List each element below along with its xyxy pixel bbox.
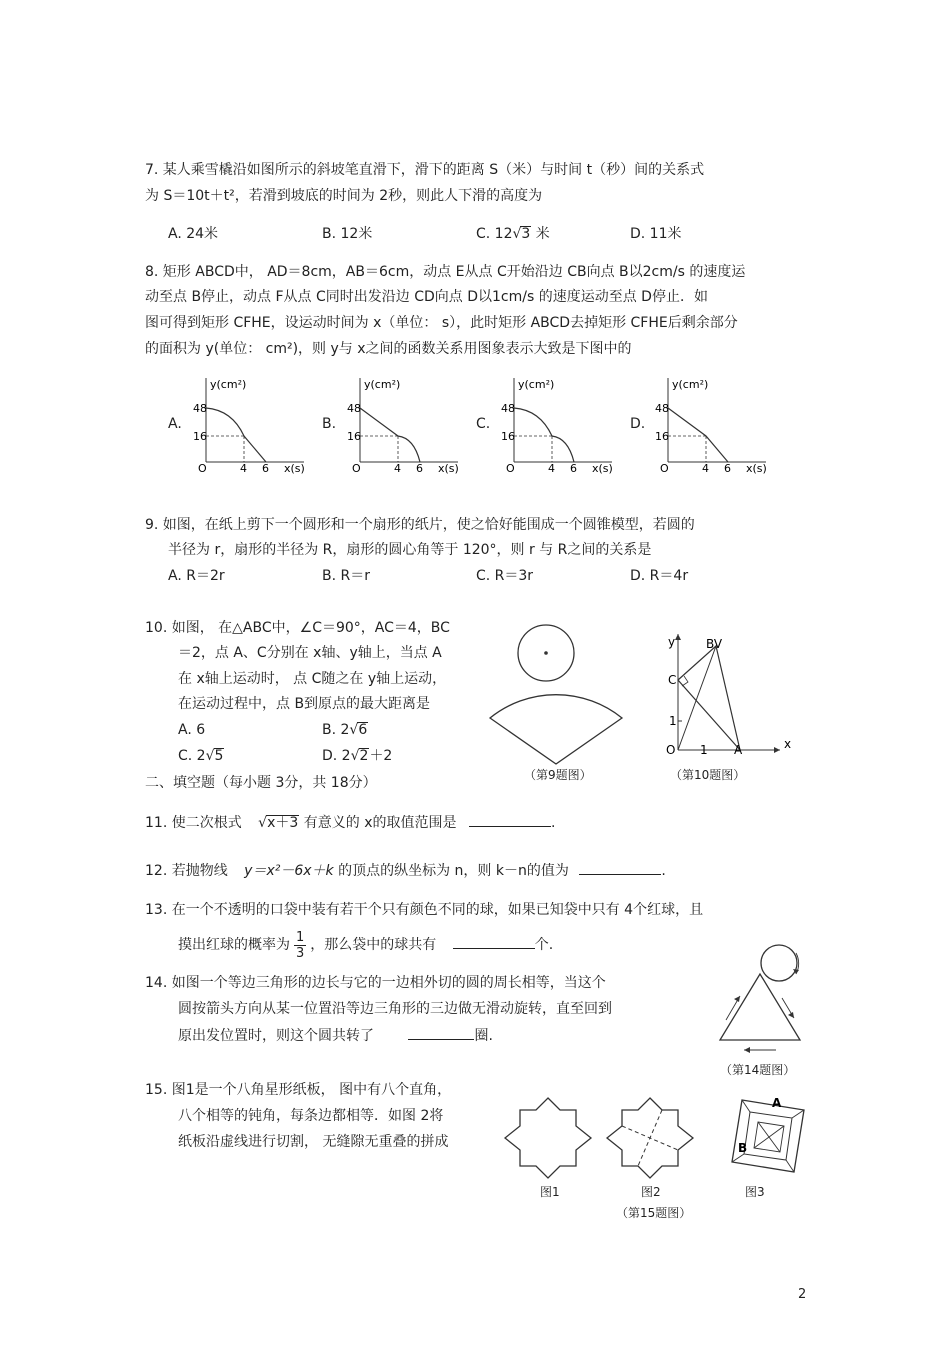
svg-text:O: O (660, 462, 669, 475)
svg-text:4: 4 (702, 462, 709, 475)
q10-option-a: A. 6 (178, 722, 206, 738)
svg-text:y(cm²): y(cm²) (210, 378, 247, 391)
q7-line1: 7. 某人乘雪橇沿如图所示的斜坡笔直滑下，滑下的距离 S（米）与时间 t（秒）间的关系式 (145, 162, 705, 178)
svg-text:BV: BV (706, 637, 723, 651)
q13-end: 个. (534, 937, 554, 953)
sqrt-icon: √ (258, 815, 268, 831)
q10-option-d (322, 746, 392, 766)
svg-text:6: 6 (570, 462, 577, 475)
svg-text:6: 6 (262, 462, 269, 475)
q8-graph-d (654, 372, 774, 475)
fig10-coordinate-figure (640, 628, 800, 763)
q10-option-d-tail: ＋2 (369, 748, 393, 764)
svg-text:6: 6 (416, 462, 423, 475)
q8-graph-c (500, 372, 620, 475)
q8-line1: 8. 矩形 ABCD中， AD＝8cm，AB＝6cm，动点 E从点 C开始沿边 CB向点 B以2cm/s 的速度运 (145, 264, 746, 280)
q7-option-d: D. 11米 (630, 226, 682, 242)
svg-text:x: x (784, 737, 792, 751)
q7-option-c-unit: 米 (531, 226, 550, 242)
svg-text:16: 16 (347, 430, 361, 443)
q10-option-b-coef: B. 2 (322, 722, 350, 738)
q12-text-post: 的顶点的纵坐标为 n，则 k－n的值为 (338, 863, 569, 879)
q15-line3: 纸板沿虚线进行切割， 无缝隙无重叠的拼成 (178, 1134, 449, 1150)
q7-option-c (476, 224, 550, 244)
q13-fraction-denominator: 3 (296, 945, 305, 961)
q10-option-c (178, 746, 224, 766)
q8-line3: 图可得到矩形 CFHE，设运动时间为 x（单位： s），此时矩形 ABCD去掉矩形 CFHE后剩余部分 (145, 315, 738, 331)
svg-text:y(cm²): y(cm²) (364, 378, 401, 391)
q8-option-a: A. (168, 416, 182, 432)
svg-text:48: 48 (347, 402, 361, 415)
q8-line4: 的面积为 y(单位： cm²)，则 y与 x之间的函数关系用图象表示大致是下图中的 (145, 341, 632, 357)
q15-line1: 15. 图1是一个八角星形纸板， 图中有八个直角， (145, 1082, 452, 1098)
q11-end: . (550, 815, 556, 831)
q7-option-c-coef: C. 12 (476, 226, 513, 242)
q14-line2: 圆按箭头方向从某一位置沿等边三角形的三边做无滑动旋转，直至回到 (178, 1001, 612, 1017)
svg-text:A: A (734, 743, 743, 757)
q13-line2 (178, 928, 553, 962)
q7-option-c-radicand: 3 (521, 226, 531, 242)
q10-option-c-coef: C. 2 (178, 748, 206, 764)
q10-option-b-radicand: 6 (358, 722, 368, 738)
q12-text-pre: 12. 若抛物线 (145, 863, 228, 879)
q10-line1: 10. 如图， 在△ABC中，∠C＝90°，AC＝4，BC (145, 620, 450, 636)
svg-text:A: A (772, 1096, 782, 1110)
svg-text:48: 48 (655, 402, 669, 415)
svg-text:O: O (506, 462, 515, 475)
fig10-caption: （第10题图） (670, 768, 746, 782)
svg-text:y(cm²): y(cm²) (518, 378, 555, 391)
q10-line3: 在 x轴上运动时， 点 C随之在 y轴上运动， (178, 671, 447, 687)
q10-option-d-radicand: 2 (359, 748, 369, 764)
q13-text-post: ，那么袋中的球共有 (310, 937, 437, 953)
q12-end: . (661, 863, 666, 879)
q9-option-a: A. R＝2r (168, 568, 225, 584)
fig15-star-2 (605, 1098, 695, 1178)
svg-text:4: 4 (548, 462, 555, 475)
svg-text:16: 16 (501, 430, 515, 443)
fig15-star-1 (503, 1098, 593, 1178)
fig9-caption: （第9题图） (524, 768, 592, 782)
q9-line1: 9. 如图，在纸上剪下一个圆形和一个扇形的纸片，使之恰好能围成一个圆锥模型，若圆的 (145, 517, 695, 533)
fig15-caption: （第15题图） (616, 1206, 692, 1220)
svg-text:x(s): x(s) (592, 462, 613, 475)
svg-text:16: 16 (655, 430, 669, 443)
sqrt-icon: √ (512, 226, 522, 242)
q10-option-b (322, 720, 368, 740)
q14-line3 (178, 1025, 493, 1046)
section-fill-blank-title: 二、填空题（每小题 3分，共 18分） (145, 775, 377, 791)
q8-option-b: B. (322, 416, 337, 432)
q13-answer-blank[interactable] (453, 934, 535, 949)
q12-formula: y＝x²－6x＋k (244, 863, 334, 879)
fig15-square-3 (728, 1094, 810, 1178)
q12-answer-blank[interactable] (579, 860, 661, 875)
svg-text:y(cm²): y(cm²) (672, 378, 709, 391)
q11-text-pre: 11. 使二次根式 (145, 815, 242, 831)
svg-text:O: O (198, 462, 207, 475)
q14-text: 原出发位置时，则这个圆共转了 (178, 1028, 374, 1044)
svg-text:x(s): x(s) (438, 462, 459, 475)
q11-answer-blank[interactable] (469, 812, 551, 827)
q9-option-b: B. R＝r (322, 568, 370, 584)
fig15-label-2: 图2 (641, 1185, 661, 1199)
q12 (145, 860, 666, 881)
q13-line1: 13. 在一个不透明的口袋中装有若干个只有颜色不同的球，如果已知袋中只有 4个红球，且 (145, 902, 704, 918)
q11-text-post: 有意义的 x的取值范围是 (303, 815, 457, 831)
q9-line2: 半径为 r，扇形的半径为 R，扇形的圆心角等于 120°，则 r 与 R之间的关系是 (168, 542, 652, 558)
q8-graph-a (192, 372, 312, 475)
page-number: 2 (798, 1287, 807, 1302)
fig9-circle-center (544, 651, 548, 655)
q7-line2: 为 S＝10t＋t²，若滑到坡底的时间为 2秒，则此人下滑的高度为 (145, 188, 543, 204)
svg-text:O: O (352, 462, 361, 475)
sqrt-icon: √ (349, 722, 359, 738)
q8-graph-b (346, 372, 466, 475)
svg-text:1: 1 (700, 743, 708, 757)
q7-option-b: B. 12米 (322, 226, 373, 242)
fig14-triangle-circle (710, 936, 810, 1061)
q10-option-c-radicand: 5 (214, 748, 224, 764)
q7-option-a: A. 24米 (168, 226, 219, 242)
q9-option-c: C. R＝3r (476, 568, 534, 584)
svg-text:48: 48 (501, 402, 515, 415)
q9-option-d: D. R＝4r (630, 568, 689, 584)
svg-text:4: 4 (240, 462, 247, 475)
svg-text:C: C (668, 673, 677, 687)
q8-option-d: D. (630, 416, 646, 432)
q13-text-pre: 摸出红球的概率为 (178, 937, 290, 953)
svg-text:6: 6 (724, 462, 731, 475)
q10-option-d-coef: D. 2 (322, 748, 351, 764)
q13-fraction (294, 930, 306, 961)
sqrt-icon: √ (350, 748, 360, 764)
sqrt-icon: √ (205, 748, 215, 764)
svg-text:O: O (666, 743, 676, 757)
q14-line1: 14. 如图一个等边三角形的边长与它的一边相外切的圆的周长相等，当这个 (145, 975, 606, 991)
q15-line2: 八个相等的钝角，每条边都相等．如图 2将 (178, 1108, 444, 1124)
svg-text:x(s): x(s) (284, 462, 305, 475)
q10-line2: ＝2，点 A、C分别在 x轴、y轴上，当点 A (178, 645, 442, 661)
svg-text:B: B (738, 1141, 748, 1155)
fig15-label-1: 图1 (540, 1185, 560, 1199)
q14-answer-blank[interactable] (408, 1025, 474, 1040)
q11-radicand: x＋3 (267, 815, 299, 831)
fig9-sector (490, 695, 622, 764)
q8-option-c: C. (476, 416, 491, 432)
fig14-caption: （第14题图） (720, 1063, 796, 1077)
svg-text:4: 4 (394, 462, 401, 475)
svg-text:y: y (668, 635, 676, 649)
fig9-cone-net (484, 622, 624, 762)
svg-text:16: 16 (193, 430, 207, 443)
q10-line4: 在运动过程中，点 B到原点的最大距离是 (178, 696, 431, 712)
svg-text:48: 48 (193, 402, 207, 415)
q14-end: 圈. (474, 1028, 493, 1044)
q11 (145, 812, 555, 833)
q8-line2: 动至点 B停止，动点 F从点 C同时出发沿边 CD向点 D以1cm/s 的速度运动至点 D停止．如 (145, 289, 708, 305)
fig15-label-3: 图3 (745, 1185, 765, 1199)
svg-text:x(s): x(s) (746, 462, 767, 475)
q13-fraction-numerator: 1 (296, 929, 305, 945)
svg-text:1: 1 (669, 714, 677, 728)
